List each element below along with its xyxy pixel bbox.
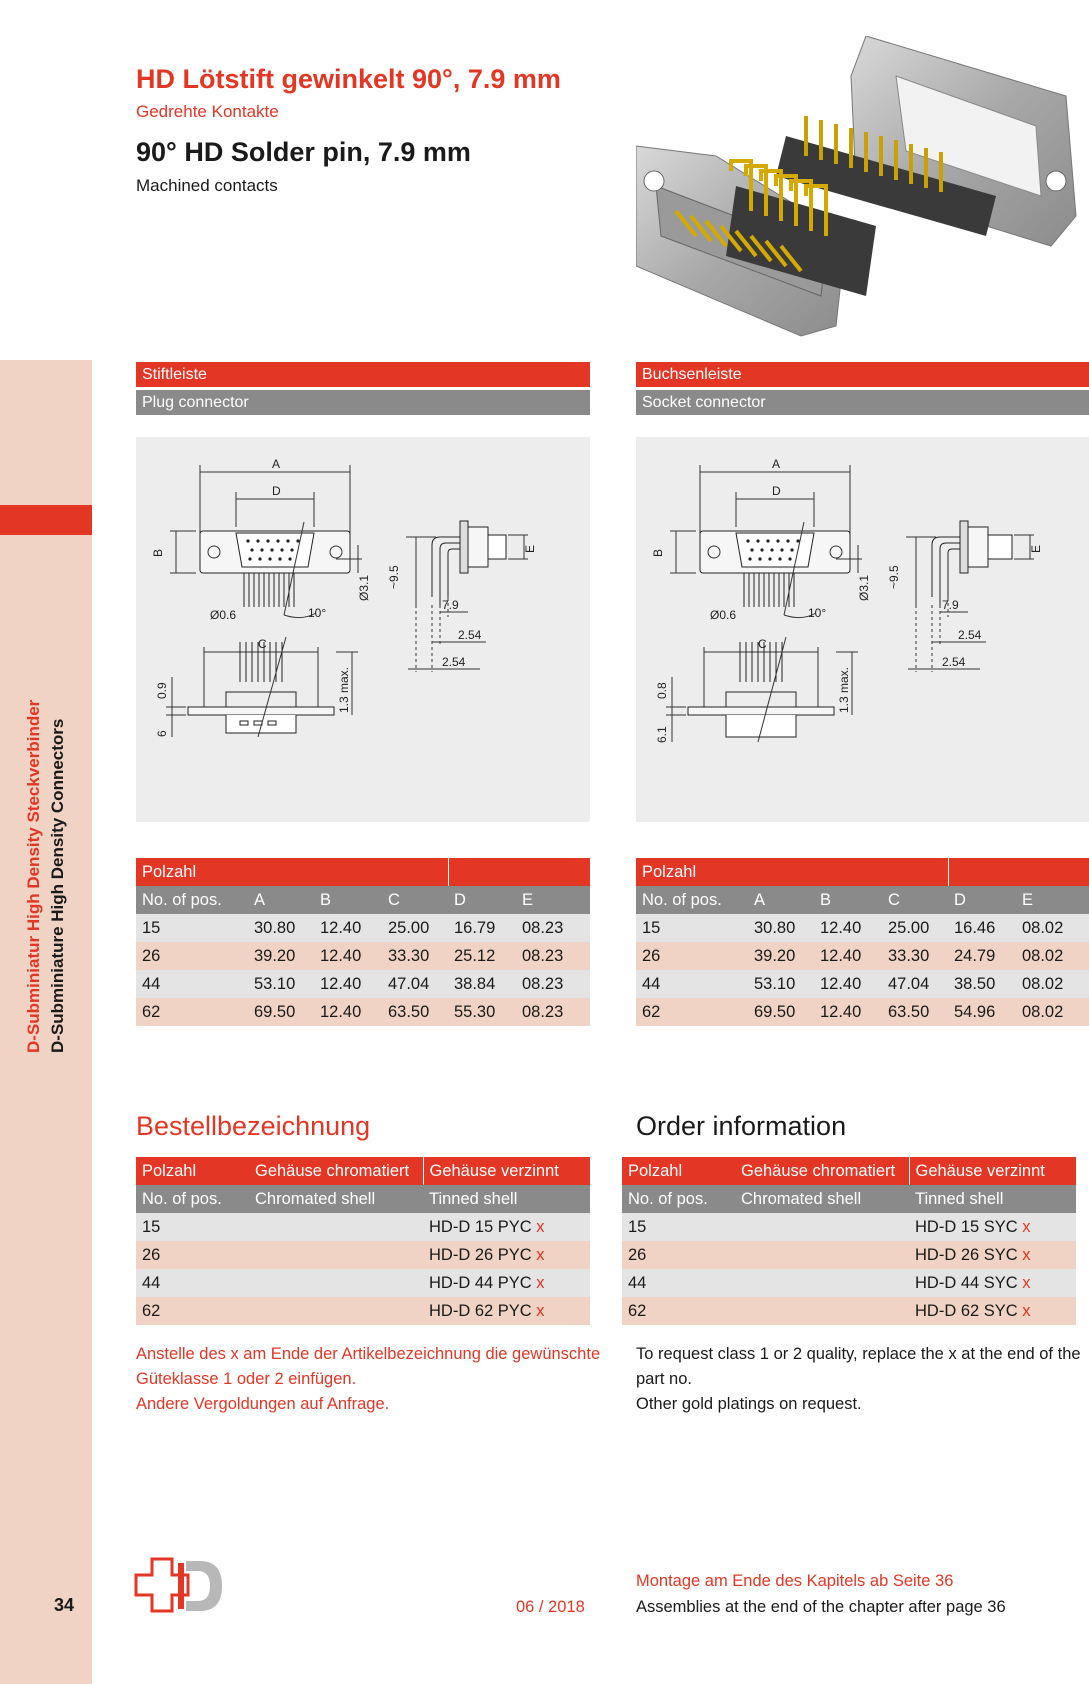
side-label-en: D-Subminiature High Density Connectors xyxy=(48,718,67,1053)
dim-pin: Ø0.6 xyxy=(710,608,737,622)
dim-e: E xyxy=(523,544,537,553)
part-number: HD-D 62 SYC x xyxy=(909,1297,1076,1325)
dim-c: C xyxy=(758,637,767,651)
table-row: 62 69.50 12.40 63.50 55.30 08.23 xyxy=(136,998,590,1026)
dim-h95: ~9.5 xyxy=(887,565,901,589)
dim-d: D xyxy=(772,484,781,498)
dim-b: B xyxy=(651,548,665,557)
table-header-en: No. of pos. Chromated shell Tinned shell xyxy=(622,1185,1076,1213)
order-title-de: Bestellbezeichnung xyxy=(136,1111,371,1141)
table-row: 44 HD-D 44 PYC x xyxy=(136,1269,590,1297)
table-header-en: No. of pos. A B C D E xyxy=(636,886,1089,914)
dim-254a: 2.54 xyxy=(958,628,982,642)
dim-254a: 2.54 xyxy=(458,628,482,642)
socket-label-en: Socket connector xyxy=(636,390,1089,415)
table-row: 15 HD-D 15 PYC x xyxy=(136,1213,590,1241)
company-logo xyxy=(134,1557,226,1615)
side-label-de: D-Subminiatur High Density Steckverbinder xyxy=(24,699,43,1053)
dim-hole: Ø3.1 xyxy=(857,574,871,601)
order-notes-de: Anstelle des x am Ende der Artikelbezeichnung die gewünschte Güteklasse 1 oder 2 einfügen. Andere Vergoldungen auf Anfrage. xyxy=(136,1345,601,1413)
part-number: HD-D 15 SYC x xyxy=(909,1213,1076,1241)
order-title-en: Order information xyxy=(636,1111,847,1141)
page-number: 34 xyxy=(54,1595,75,1615)
table-row: 44 HD-D 44 SYC x xyxy=(622,1269,1076,1297)
title-en: 90° HD Solder pin, 7.9 mm xyxy=(136,137,471,167)
subtitle-de: Gedrehte Kontakte xyxy=(136,102,279,121)
part-number: HD-D 26 SYC x xyxy=(909,1241,1076,1269)
side-labels xyxy=(22,603,70,1053)
table-row: 62 HD-D 62 SYC x xyxy=(622,1297,1076,1325)
table-header-en: No. of pos. A B C D E xyxy=(136,886,590,914)
assembly-note-de: Montage am Ende des Kapitels ab Seite 36 xyxy=(636,1572,954,1590)
socket-label-de: Buchsenleiste xyxy=(636,362,1089,387)
dim-v3: 1.3 max. xyxy=(837,666,851,713)
dim-v3: 1.3 max. xyxy=(337,666,351,713)
table-header-de: Polzahl Gehäuse chromatiert Gehäuse verzinnt xyxy=(622,1157,1076,1185)
table-header-en: No. of pos. Chromated shell Tinned shell xyxy=(136,1185,590,1213)
part-number: HD-D 26 PYC x xyxy=(423,1241,590,1269)
side-strip-top xyxy=(0,0,92,360)
dim-b: B xyxy=(151,548,165,557)
side-accent-bar xyxy=(0,505,92,535)
dim-d: D xyxy=(272,484,281,498)
table-row: 26 39.20 12.40 33.30 24.79 08.02 xyxy=(636,942,1089,970)
dim-v2: 6 xyxy=(155,730,169,737)
table-header-de: Polzahl Gehäuse chromatiert Gehäuse verzinnt xyxy=(136,1157,590,1185)
part-number: HD-D 62 PYC x xyxy=(423,1297,590,1325)
table-row: 26 39.20 12.40 33.30 25.12 08.23 xyxy=(136,942,590,970)
plug-dim-table xyxy=(136,858,590,1026)
table-row: 26 HD-D 26 PYC x xyxy=(136,1241,590,1269)
table-row: 15 30.80 12.40 25.00 16.79 08.23 xyxy=(136,914,590,942)
table-header-de: Polzahl xyxy=(136,858,590,886)
order-table-en xyxy=(622,1157,1076,1325)
plug-drawing xyxy=(136,437,590,822)
dim-a: A xyxy=(272,457,281,471)
table-row: 15 30.80 12.40 25.00 16.46 08.02 xyxy=(636,914,1089,942)
plug-label-en: Plug connector xyxy=(136,390,590,415)
table-row: 15 HD-D 15 SYC x xyxy=(622,1213,1076,1241)
socket-dim-table xyxy=(636,858,1089,1026)
dim-254b: 2.54 xyxy=(942,655,966,669)
assembly-note-en: Assemblies at the end of the chapter after page 36 xyxy=(636,1598,1006,1616)
subtitle-en: Machined contacts xyxy=(136,176,278,195)
table-row: 62 HD-D 62 PYC x xyxy=(136,1297,590,1325)
part-number: HD-D 15 PYC x xyxy=(423,1213,590,1241)
dim-angle: 10° xyxy=(808,606,827,620)
plug-label-de: Stiftleiste xyxy=(136,362,590,387)
dim-c: C xyxy=(258,637,267,651)
dim-v1: 0.9 xyxy=(155,682,169,699)
dim-e: E xyxy=(1029,544,1043,553)
order-notes-en: To request class 1 or 2 quality, replace the x at the end of the part no. Other gold platings on request. xyxy=(636,1345,1081,1413)
part-number: HD-D 44 SYC x xyxy=(909,1269,1076,1297)
dim-79: 7.9 xyxy=(942,598,959,612)
title-de: HD Lötstift gewinkelt 90°, 7.9 mm xyxy=(136,64,561,94)
socket-drawing xyxy=(636,437,1089,822)
dim-v2: 6.1 xyxy=(655,726,669,743)
order-table-de xyxy=(136,1157,590,1325)
dim-angle: 10° xyxy=(308,606,327,620)
table-header-de: Polzahl xyxy=(636,858,1089,886)
dim-a: A xyxy=(772,457,781,471)
table-row: 44 53.10 12.40 47.04 38.84 08.23 xyxy=(136,970,590,998)
dim-v1: 0.8 xyxy=(655,682,669,699)
table-row: 26 HD-D 26 SYC x xyxy=(622,1241,1076,1269)
dim-79: 7.9 xyxy=(442,598,459,612)
dim-pin: Ø0.6 xyxy=(210,608,237,622)
dim-h95: ~9.5 xyxy=(387,565,401,589)
part-number: HD-D 44 PYC x xyxy=(423,1269,590,1297)
dim-254b: 2.54 xyxy=(442,655,466,669)
table-row: 44 53.10 12.40 47.04 38.50 08.02 xyxy=(636,970,1089,998)
publication-date: 06 / 2018 xyxy=(516,1598,585,1616)
product-photo xyxy=(636,36,1086,356)
table-row: 62 69.50 12.40 63.50 54.96 08.02 xyxy=(636,998,1089,1026)
dim-hole: Ø3.1 xyxy=(357,574,371,601)
